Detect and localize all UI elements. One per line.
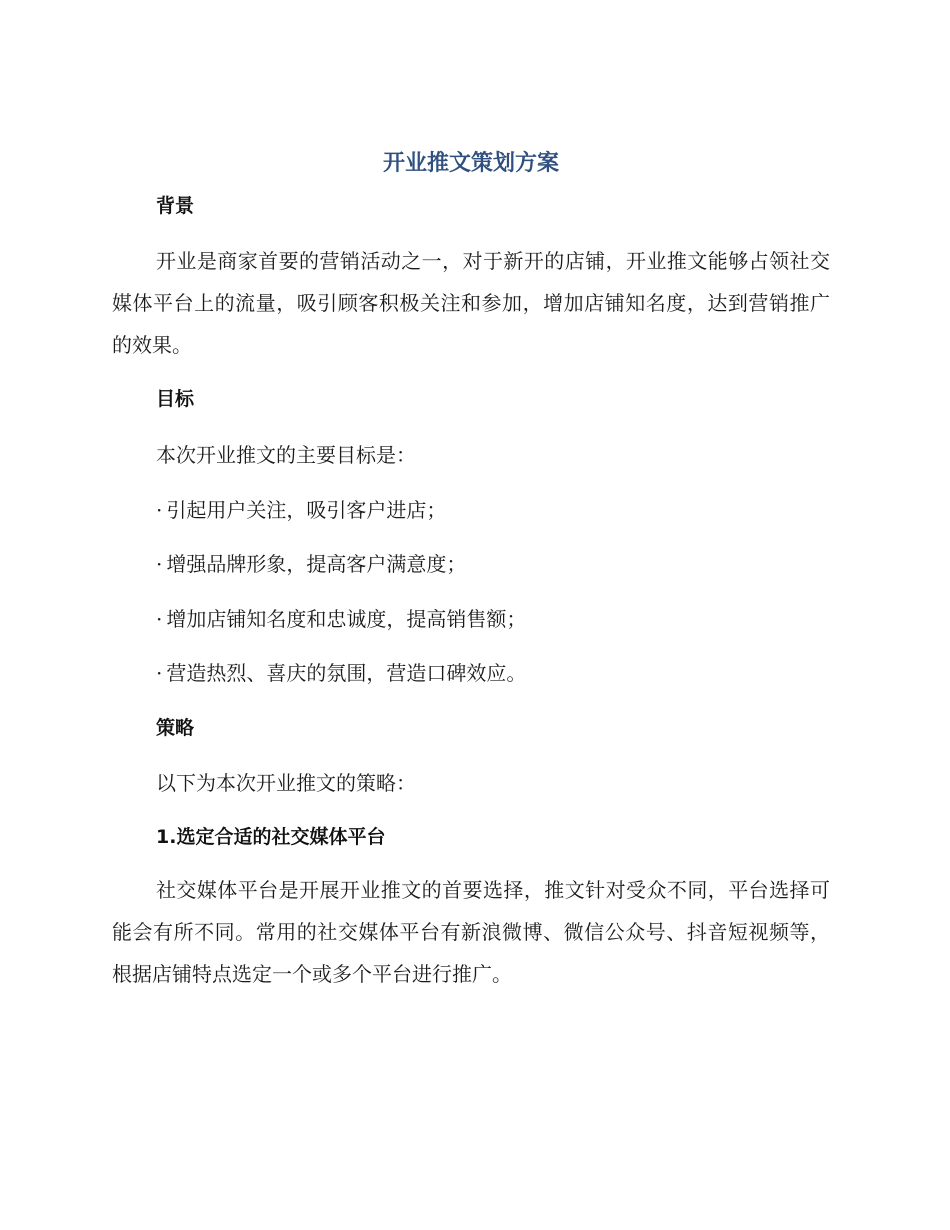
document-page bbox=[112, 0, 830, 1230]
goal-item-4 bbox=[156, 657, 526, 689]
bullet-dot-icon: · bbox=[156, 661, 163, 685]
goal-item-text: 引起用户关注，吸引客户进店； bbox=[166, 498, 447, 522]
strategy-intro: 以下为本次开业推文的策略： bbox=[156, 771, 416, 795]
section-heading-background: 背景 bbox=[156, 195, 195, 217]
goal-item-text: 增加店铺知名度和忠诚度，提高销售额； bbox=[166, 607, 527, 631]
section-heading-strategy: 策略 bbox=[156, 717, 195, 739]
goal-item-3 bbox=[156, 603, 526, 635]
goal-item-text: 增强品牌形象，提高客户满意度； bbox=[166, 552, 467, 576]
bullet-dot-icon: · bbox=[156, 552, 163, 576]
background-paragraph: 开业是商家首要的营销活动之一，对于新开的店铺，开业推文能够占领社交媒体平台上的流量，吸引顾客积极关注和参加，增加店铺知名度，达到营销推广的效果。 bbox=[112, 249, 830, 357]
goals-intro: 本次开业推文的主要目标是： bbox=[156, 443, 416, 467]
goal-item-2 bbox=[156, 548, 466, 580]
page-title: 开业推文策划方案 bbox=[382, 151, 559, 176]
goal-item-text: 营造热烈、喜庆的氛围，营造口碑效应。 bbox=[166, 661, 527, 685]
bullet-dot-icon: · bbox=[156, 498, 163, 522]
bullet-dot-icon: · bbox=[156, 607, 163, 631]
platform-paragraph: 社交媒体平台是开展开业推文的首要选择，推文针对受众不同，平台选择可能会有所不同。常用的社交媒体平台有新浪微博、微信公众号、抖音短视频等，根据店铺特点选定一个或多个平台进行推广。 bbox=[112, 878, 830, 986]
section-heading-goals: 目标 bbox=[156, 388, 195, 410]
goal-item-1 bbox=[156, 494, 446, 526]
subheading-platform: 1.选定合适的社交媒体平台 bbox=[156, 826, 386, 848]
